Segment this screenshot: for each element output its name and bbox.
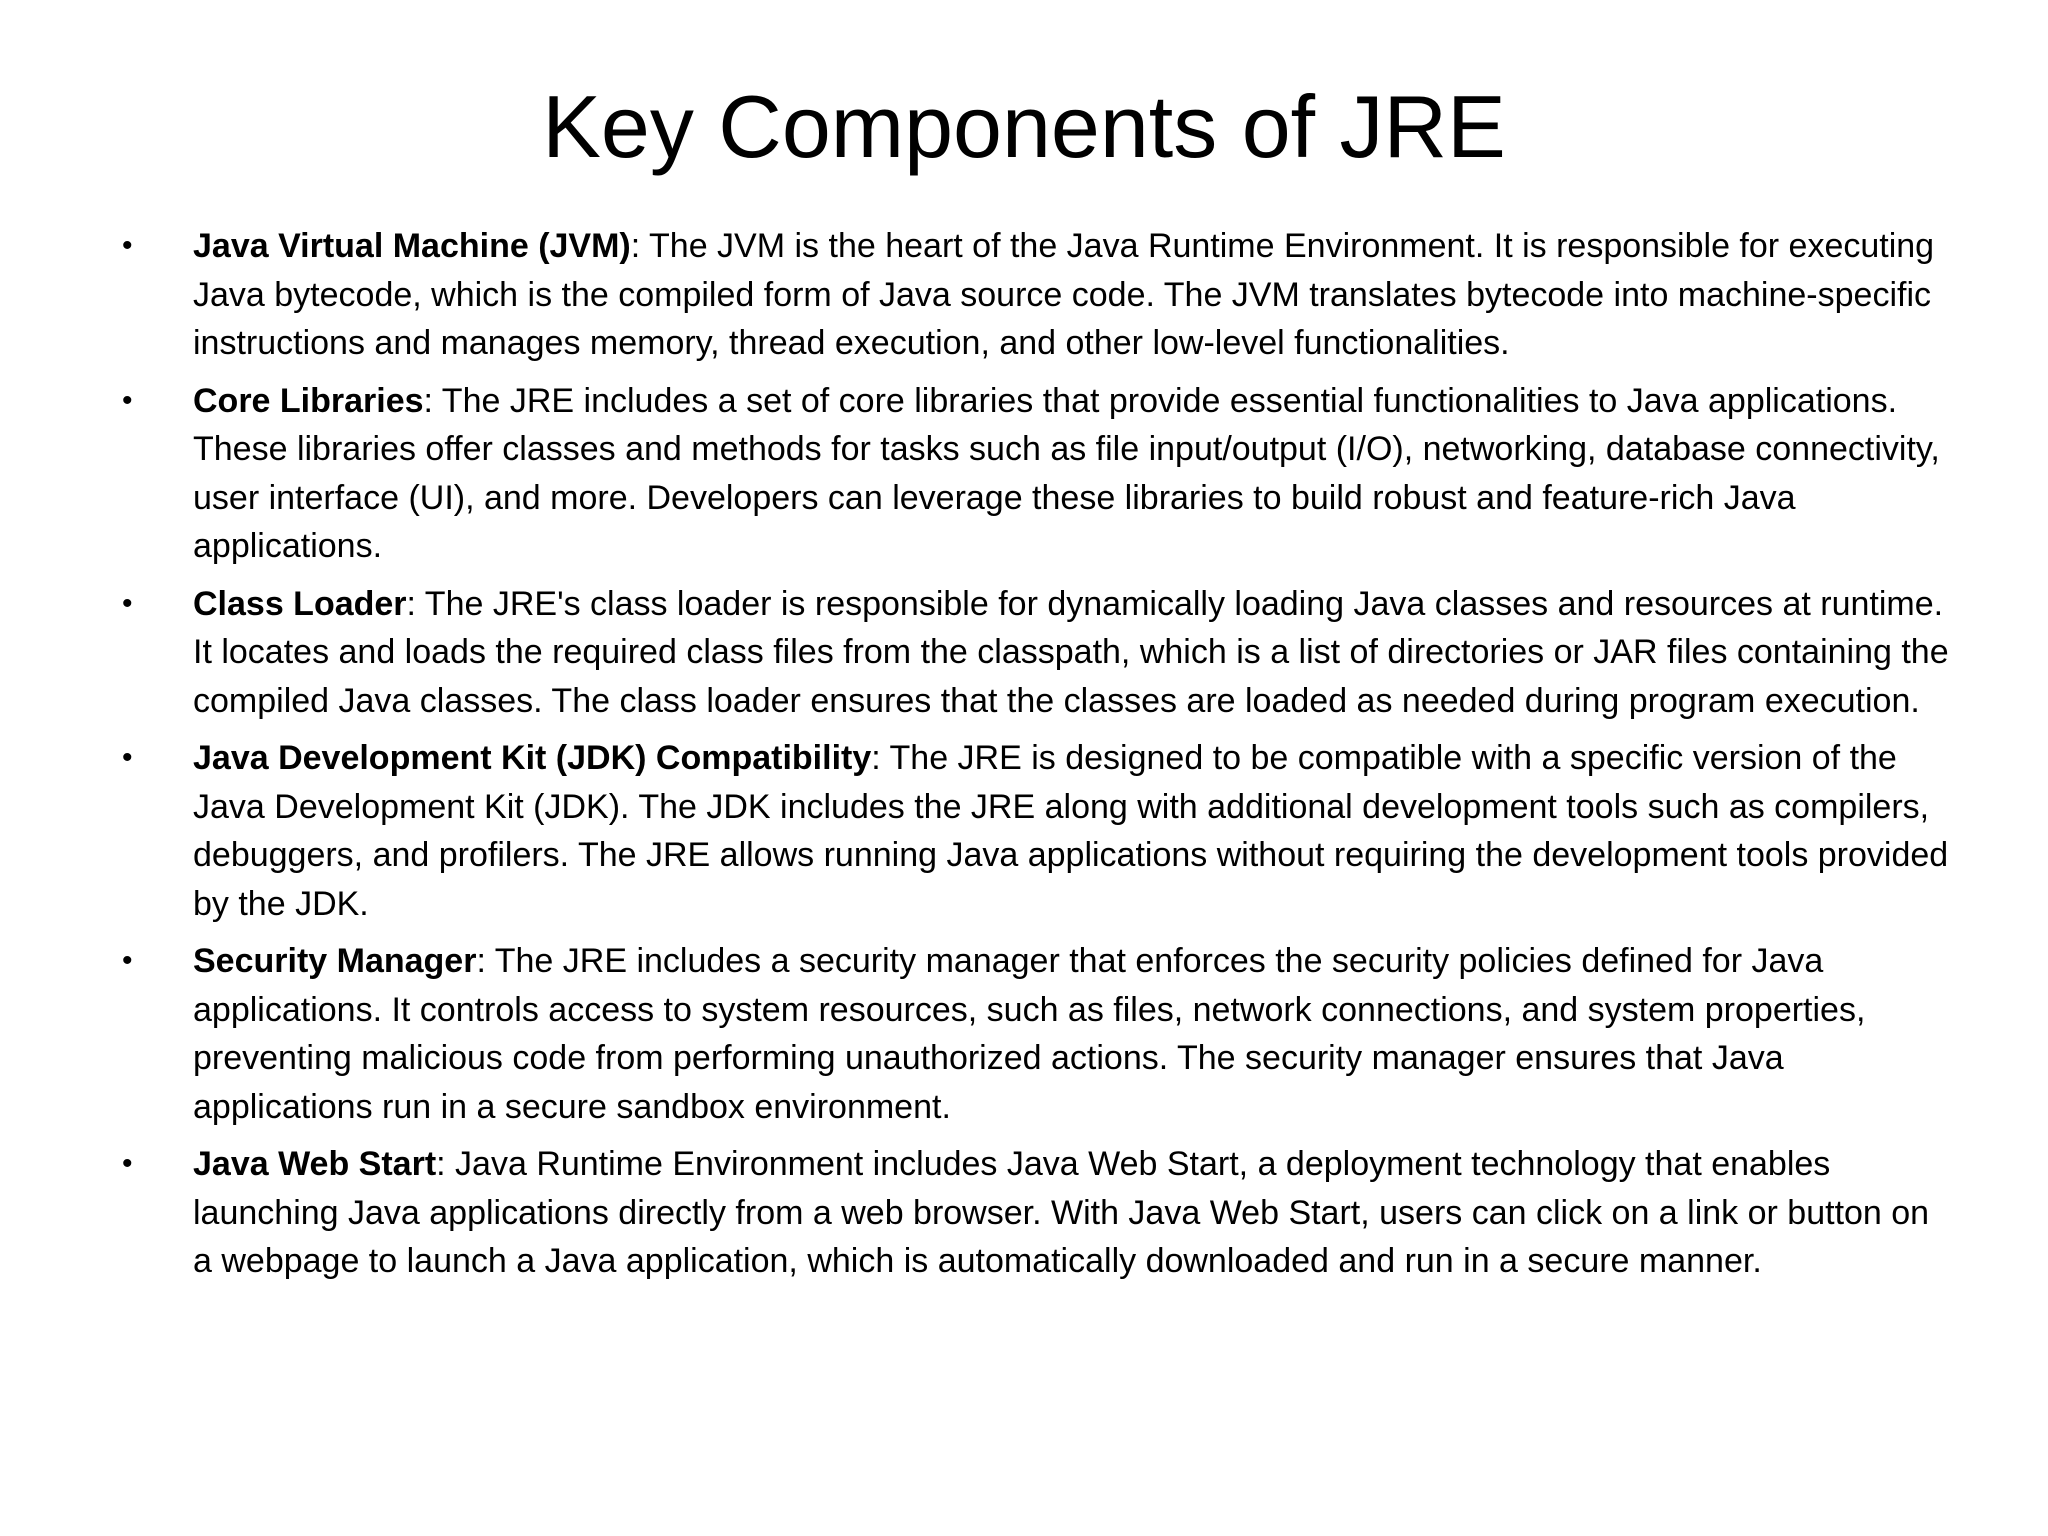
bullet-term: Java Web Start bbox=[193, 1145, 437, 1183]
bullet-term: Core Libraries bbox=[193, 381, 424, 420]
bullet-item-class-loader bbox=[122, 580, 1952, 726]
bullet-text: : Java Runtime Environment includes Java Web Start, a deployment technology that enables launching Java applications directly from a web browser. With Java Web Start, users can click on a link or button on a webpage to launch a Java application, which is automatically downloaded and run in a secure manner. bbox=[193, 1145, 1930, 1280]
bullet-list bbox=[122, 222, 1952, 1295]
bullet-item-java-web-start bbox=[122, 1140, 1952, 1286]
bullet-text: : The JRE is designed to be compatible with a specific version of the Java Development Kit (JDK). The JDK includes the JRE along with additional development tools such as compilers, debuggers, and profilers. The JRE allows running Java applications without requiring the development tools provided by the JDK. bbox=[193, 739, 1949, 923]
bullet-dot-icon: • bbox=[122, 229, 133, 262]
bullet-dot-icon: • bbox=[122, 944, 133, 977]
bullet-dot-icon: • bbox=[122, 741, 133, 774]
bullet-text: : The JVM is the heart of the Java Runtime Environment. It is responsible for executing Java bytecode, which is the compiled form of Java source code. The JVM translates bytecode into machine-specific instructions and manages memory, thread execution, and other low-level functionalities. bbox=[193, 227, 1935, 362]
bullet-dot-icon: • bbox=[122, 586, 133, 620]
bullet-text: : The JRE includes a security manager that enforces the security policies defined for Java applications. It controls access to system resources, such as files, network connections, and system properties, preventing malicious code from performing unauthorized actions. The security manager ensures that Java applications run in a secure sandbox environment. bbox=[193, 942, 1866, 1126]
bullet-text: : The JRE includes a set of core libraries that provide essential functionalities to Java applications. These libraries offer classes and methods for tasks such as file input/output (I/O), networking, database connectivity, user interface (UI), and more. Developers can leverage these libraries to build robust and feature-rich Java applications. bbox=[193, 381, 1940, 565]
bullet-item-core-libraries bbox=[122, 377, 1952, 571]
bullet-term: Security Manager bbox=[193, 942, 477, 980]
bullet-term: Class Loader bbox=[193, 584, 407, 623]
bullet-item-security-manager bbox=[122, 937, 1952, 1131]
bullet-text: : The JRE's class loader is responsible for dynamically loading Java classes and resources at runtime. It locates and loads the required class files from the classpath, which is a list of directories or JAR files containing the compiled Java classes. The class loader ensures that the classes are loaded as needed during program execution. bbox=[193, 584, 1949, 720]
slide-title: Key Components of JRE bbox=[542, 77, 1506, 176]
bullet-term: Java Development Kit (JDK) Compatibility bbox=[193, 739, 872, 777]
bullet-item-jvm bbox=[122, 222, 1952, 368]
bullet-dot-icon: • bbox=[122, 383, 133, 417]
bullet-item-jdk-compatibility bbox=[122, 734, 1952, 928]
bullet-term: Java Virtual Machine (JVM) bbox=[193, 227, 631, 265]
bullet-dot-icon: • bbox=[122, 1147, 133, 1180]
